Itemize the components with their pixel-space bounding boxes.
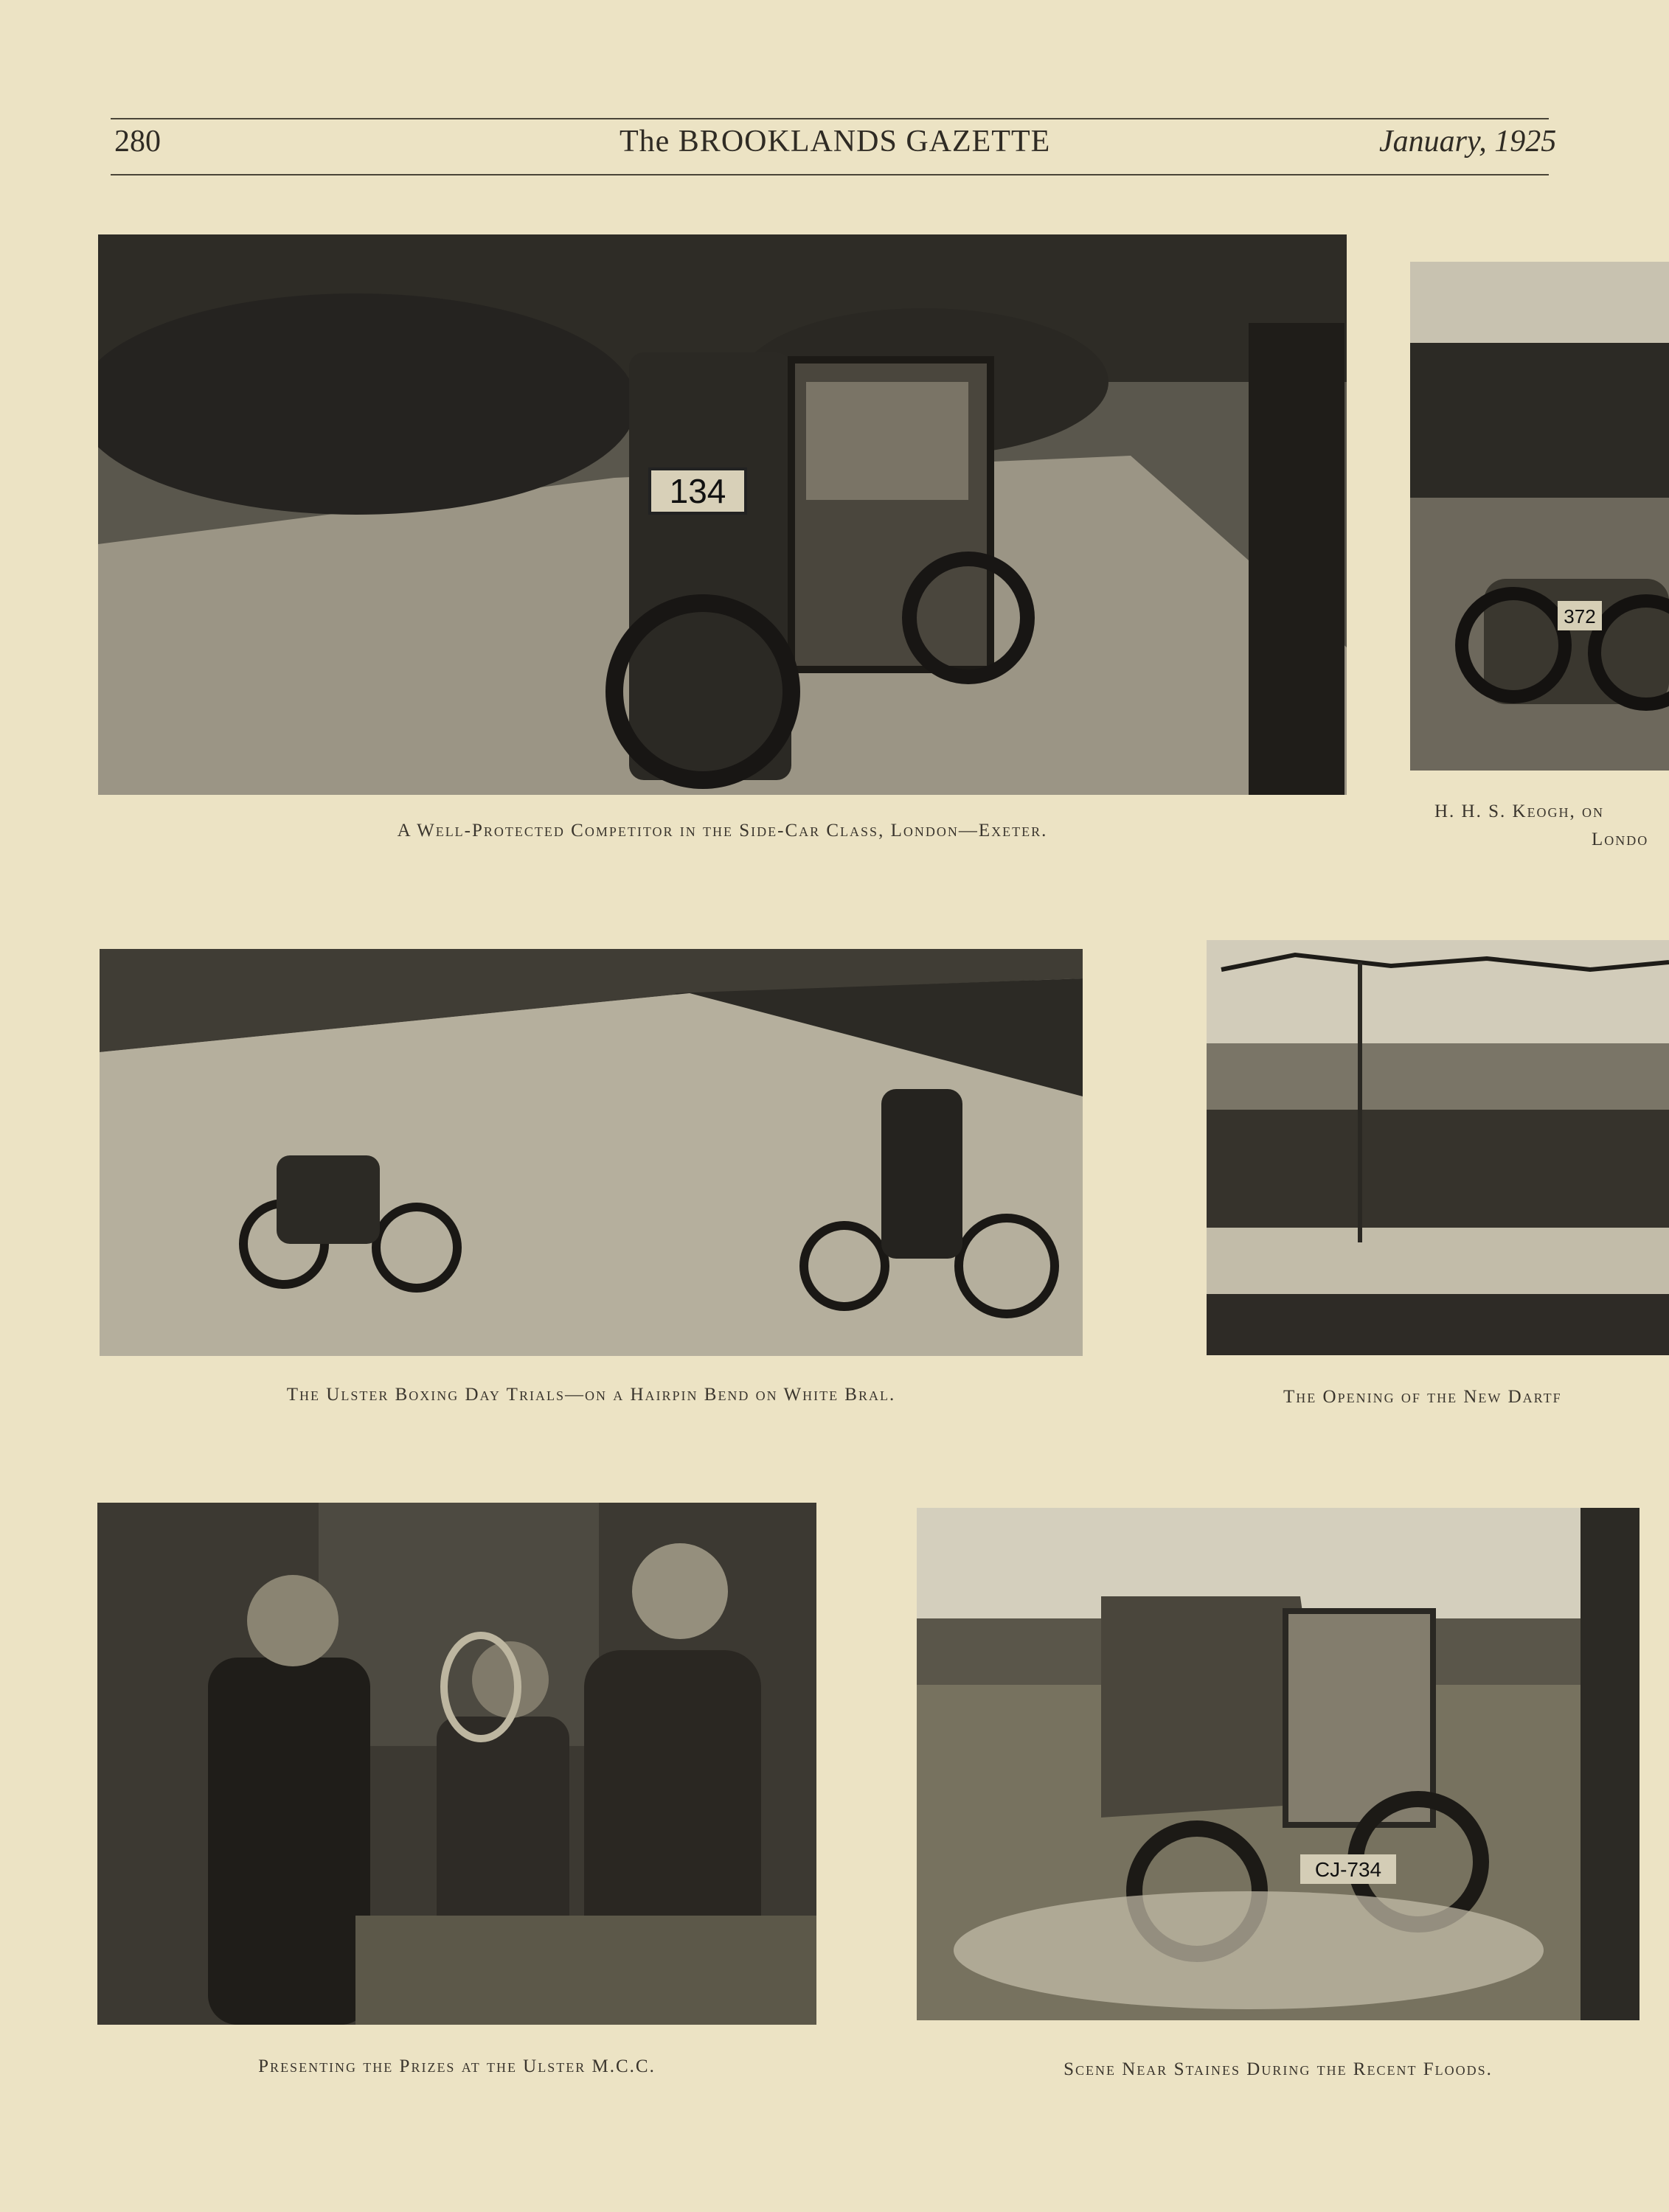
photo-sidecar-competitor (98, 234, 1347, 795)
issue-date: January, 1925 (1379, 125, 1557, 159)
caption-opening: The Opening of the New Dartf (1283, 1387, 1562, 1407)
photo-keogh (1410, 262, 1669, 771)
staines-plate: CJ-734 (1314, 1858, 1382, 1881)
caption-keogh-line1: H. H. S. Keogh, on (1434, 801, 1605, 821)
publication-title: The BROOKLANDS GAZETTE (620, 125, 1051, 159)
caption-prizes: Presenting the Prizes at the Ulster M.C.C. (258, 2056, 656, 2076)
sidecar-race-number: 134 (669, 472, 726, 510)
keogh-plate: 372 (1564, 605, 1596, 627)
header-top-rule (111, 118, 1549, 119)
page-number: 280 (114, 125, 161, 159)
photo-opening-ceremony (1207, 940, 1669, 1355)
caption-staines: Scene Near Staines During the Recent Floods. (1063, 2059, 1493, 2079)
photo-prize-presentation (97, 1503, 816, 2025)
caption-keogh-line2: Londo (1592, 830, 1649, 849)
photo-ulster-trials (100, 949, 1083, 1356)
caption-ulster-trials: The Ulster Boxing Day Trials—on a Hairpin Bend on White Bral. (286, 1385, 896, 1405)
caption-sidecar: A Well-Protected Competitor in the Side-Car Class, London—Exeter. (397, 821, 1048, 841)
photo-staines-floods (917, 1508, 1639, 2020)
header-bottom-rule (111, 174, 1549, 175)
